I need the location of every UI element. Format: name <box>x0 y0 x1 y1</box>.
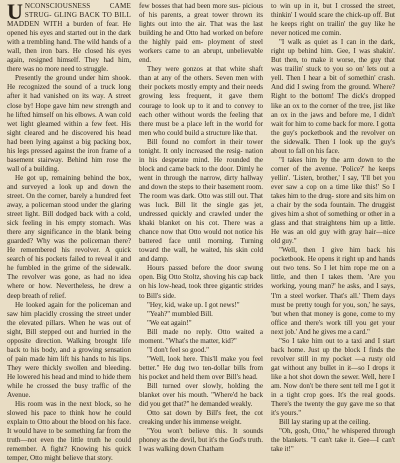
paragraph: "Well, look here. This'll make you feel better." He dug two ten-dollar bills from his pocket and held them over Bill's head. <box>139 354 263 381</box>
paragraph: They were gonzos at that white shaft than at any of the others. Seven men with their pockets mostly empty and their needs growing less frequent, it gave them courage to look up to it and to convey to each other without words the feeling that there must be a place left in the world for men who could build a structure like that. <box>139 65 263 137</box>
paragraph: Presently the ground under him shook. He recognized the sound of a truck long after it had vanished on its way. A street close by! Hope gave him new strength and he lifted himself on his elbows. A wan cold wet light gleamed within a few feet. His sight cleared and he discovered his head had been lying against a big packing box, his legs pressed against the iron frame of a basement stairway. Behind him rose the wall of a building. <box>7 74 131 173</box>
paragraph: Bill found no comfort in their tower tonight. It only increased the resig- nation in his desperate mind. He rounded the block and came back to the door. Dimly he went in through the narrow, dirty hallway and down the steps to their basement room. The room was dark. Otto was still out. That was luck. Bill lit the single gas jet, undressed quickly and crawled under the khaki blanket on his cot. There was a chance now that Otto would not notice his battered face until morning. Turning toward the wall, he waited, his skin cold and damp. <box>139 137 263 264</box>
paragraph: He got up, remaining behind the box, and surveyed a look up and down the street. On the corner, barely a hundred feet away, a policeman stood under the glaring street light. Bill dodged back with a cold, sick feeling in his empty stomach. Was there any significance in the blank being guarded? Why was the policeman there? He remembered his revolver. A quick search of his pockets failed to reveal it and he fumbled in the grime of the sidewalk. The revolver was gone, as had no idea where or how. Nevertheless, he drew a deep breath of relief. <box>7 173 131 300</box>
paragraph: "So I take him out to a taxi and I start back home. Just up the block I finds the revolver still in my pocket —a rusty old gat without any bullet in it—so I drops it like a hot shot down the sewer. Well, here I am. Now don't be there sent tell me I got it in a tight crop goes. It's the real goods. There's the twenty the guy gave me so that it's yours." <box>271 336 395 418</box>
paragraph: "I walk as quiet as I can in the dark, right up behind him. Gee, I was shakin'. But then, to make it worse, the guy that was trailin' stuck to you so on' lets out a yell. Then I hear a bit of somethin' crash. And did I swing from the ground. Where? Right to the bottom! The dick's dropped like an ox to the corner of the tree, jist like an ox in the jaws and before me, I didn't wait for him to come back for more. I gotta the guy's pocketbook and the revolver on the sidewalk. Then I look up the guy's about to fall on his face. <box>271 38 395 155</box>
paragraph: "You won't believe this. It sounds phoney as the devil, but it's the God's truth. I was walking down Chatham <box>139 427 263 454</box>
dialogue-line: "We eat again!" <box>147 318 192 327</box>
paragraph: Hours passed before the door swung open. Big Otto Stoltz, shoving his cap back on his low-head, took three gigantic strides to Bill's side. <box>139 264 263 300</box>
paragraph: "Oh, gosh, Otto," he whispered through the blankets. "I can't take it. Gee—I can't take it!" <box>271 427 395 454</box>
paragraph: Bill lay staring up at the ceiling. <box>279 418 371 427</box>
paragraph: Otto sat down by Bill's feet, the cot creaking under his immense weight. <box>139 409 263 427</box>
text-column-1 <box>7 0 131 463</box>
paragraph: to win up in it, but I crossed the street, thinkin' I would scare the chick-up off. But he keeps right on trailin' the guy like he never noticed me comin. <box>271 2 395 38</box>
text-column-2 <box>139 2 263 454</box>
opening-paragraph <box>7 2 131 74</box>
paragraph: Bill made no reply. Otto waited a moment. "What's the matter, kid?" <box>139 327 263 345</box>
paragraph: "Well, then I give him back his pocketbook. He opens it right up and hands out two tens. So I let him rope me on a little, and then I takes them. 'Are you working, young man?' he asks, and I says, 'I'm a steel worker. That's all.' Them days must be pretty tough for you, son,' he says, 'but when that money is gone, come to my office and there's work till you get your next job.' And he gives me a card." <box>271 246 395 336</box>
dialogue-line: "Hey, kid, wake up. I got news!" <box>147 300 240 309</box>
paragraph: few bosses that had been more sus- picious of his parents, a great tower thrown its lights out into the air. That was the last building he and Otto had worked on before the highly paid em- ployment of steel workers came to an abrupt, unbelievable end. <box>139 2 263 65</box>
paragraph: "I takes him by the arm down to the corner of the avenue. 'Police?' he keeps yellin'. 'Listen, brother,' I say, 'I'll bet you ever saw a cop on a time like this!' So I takes him to the drug- store and sits him on a chair by the soda fountain. The druggist gives him a shot of something or other in a glass and that straightens him up a little. He was an old guy with gray hair—nice old guy." <box>271 155 395 246</box>
drop-cap: U <box>7 0 23 24</box>
paragraph: He looked again for the policeman and saw him placidly crossing the street under the elevated pillars. When he was out of sight, Bill stepped out and hurried in the opposite direction. Walking brought life back to his body, and a growing sensation of pain made him lift his hands to his lips. They were thickly swollen and bleeding. He lowered his head and mind to hide them while he crossed the busy traffic of the Avenue. <box>7 300 131 400</box>
opening-lead-text: NCONSCIOUSNESS CAME STRUG- GLING BACK TO BILL MADDEN WITH <box>7 2 131 29</box>
paragraph: His room was in the next block, so he slowed his pace to think how he could explain to Otto about the blood on his face. It would have to be something far from the truth—not even the little truth he could remember. A fight? Knowing his quick temper, Otto might believe that story. <box>7 400 131 463</box>
dialogue-line: "Yeah?" mumbled Bill. <box>147 309 213 318</box>
text-column-3 <box>271 2 395 454</box>
dialogue-line: "I don't feel so good." <box>147 345 210 354</box>
paragraph: a burden of fear. He opened his eyes and started out in the dark with a trembling hand. The wild hands of a wall, then iron bars. He closed his eyes again, resigned himself. They had him, there was no more need to struggle. <box>7 20 131 74</box>
paragraph: Bill turned over slowly, holding the blanket over his mouth. "Where'd he back did you get that?" he demanded weakly. <box>139 381 263 409</box>
